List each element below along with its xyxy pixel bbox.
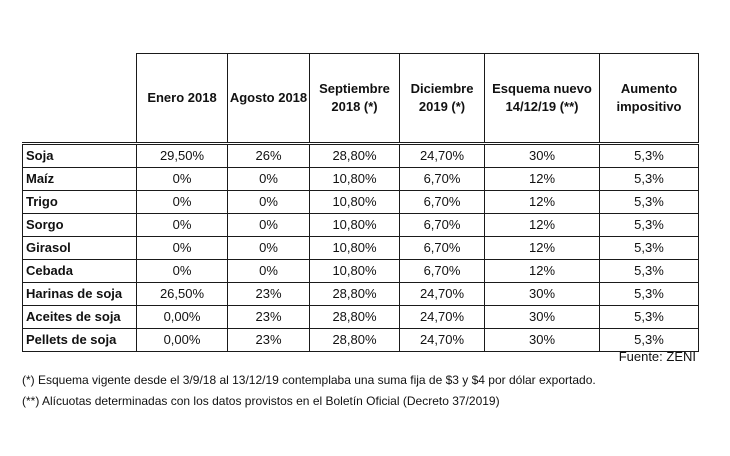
table-cell: 23% — [228, 306, 310, 329]
table-cell: 5,3% — [600, 214, 699, 237]
table-cell: 30% — [485, 283, 600, 306]
tax-table — [22, 53, 699, 352]
table-cell: 28,80% — [310, 329, 400, 352]
table-cell: 5,3% — [600, 237, 699, 260]
table-cell: 10,80% — [310, 237, 400, 260]
table-row — [23, 283, 699, 306]
table-cell: 0% — [137, 237, 228, 260]
footnote: (**) Alícuotas determinadas con los datos provistos en el Boletín Oficial (Decreto 37/2019) — [22, 394, 500, 408]
table-cell: 6,70% — [400, 214, 485, 237]
table-cell: 0% — [228, 237, 310, 260]
table-cell: 23% — [228, 329, 310, 352]
row-label: Sorgo — [23, 214, 137, 237]
table-cell: 5,3% — [600, 283, 699, 306]
row-label: Maíz — [23, 168, 137, 191]
row-label: Pellets de soja — [23, 329, 137, 352]
row-label: Trigo — [23, 191, 137, 214]
table-cell: 10,80% — [310, 191, 400, 214]
table-cell: 26,50% — [137, 283, 228, 306]
table-cell: 23% — [228, 283, 310, 306]
table-cell: 24,70% — [400, 329, 485, 352]
column-header: Aumento impositivo — [600, 54, 699, 144]
table-row — [23, 168, 699, 191]
table-cell: 28,80% — [310, 144, 400, 168]
column-header: Diciembre 2019 (*) — [400, 54, 485, 144]
table-cell: 29,50% — [137, 144, 228, 168]
header-corner-cell — [23, 54, 137, 144]
table-cell: 10,80% — [310, 168, 400, 191]
row-label: Girasol — [23, 237, 137, 260]
footnote: (*) Esquema vigente desde el 3/9/18 al 13/12/19 contemplaba una suma fija de $3 y $4 por dólar exportado. — [22, 373, 596, 387]
table-row — [23, 260, 699, 283]
table-cell: 30% — [485, 306, 600, 329]
table-cell: 12% — [485, 214, 600, 237]
table-cell: 5,3% — [600, 329, 699, 352]
table-cell: 5,3% — [600, 191, 699, 214]
table-cell: 0% — [228, 191, 310, 214]
table-cell: 30% — [485, 144, 600, 168]
table-cell: 24,70% — [400, 306, 485, 329]
table-cell: 6,70% — [400, 191, 485, 214]
column-header: Agosto 2018 — [228, 54, 310, 144]
table-cell: 0% — [137, 214, 228, 237]
table-row — [23, 329, 699, 352]
table-cell: 28,80% — [310, 306, 400, 329]
row-label: Aceites de soja — [23, 306, 137, 329]
table-cell: 5,3% — [600, 306, 699, 329]
table-cell: 12% — [485, 260, 600, 283]
table-cell: 5,3% — [600, 260, 699, 283]
row-label: Harinas de soja — [23, 283, 137, 306]
table-row — [23, 237, 699, 260]
table-row — [23, 191, 699, 214]
table-cell: 0,00% — [137, 329, 228, 352]
table-cell: 12% — [485, 191, 600, 214]
table-cell: 6,70% — [400, 260, 485, 283]
table-row — [23, 214, 699, 237]
table-cell: 24,70% — [400, 283, 485, 306]
table-cell: 0% — [137, 168, 228, 191]
header-row — [23, 54, 699, 144]
table-cell: 12% — [485, 168, 600, 191]
table-cell: 0,00% — [137, 306, 228, 329]
table-row — [23, 306, 699, 329]
table-cell: 0% — [228, 214, 310, 237]
table-cell: 6,70% — [400, 168, 485, 191]
table-cell: 12% — [485, 237, 600, 260]
table-cell: 28,80% — [310, 283, 400, 306]
table-cell: 24,70% — [400, 144, 485, 168]
row-label: Cebada — [23, 260, 137, 283]
source-credit: Fuente: ZENI — [618, 349, 696, 364]
column-header: Enero 2018 — [137, 54, 228, 144]
table-cell: 0% — [228, 168, 310, 191]
column-header: Esquema nuevo 14/12/19 (**) — [485, 54, 600, 144]
table-cell: 0% — [137, 191, 228, 214]
table-cell: 6,70% — [400, 237, 485, 260]
table-row — [23, 144, 699, 168]
table-cell: 30% — [485, 329, 600, 352]
table-cell: 0% — [228, 260, 310, 283]
table-cell: 10,80% — [310, 260, 400, 283]
column-header: Septiembre 2018 (*) — [310, 54, 400, 144]
table-cell: 10,80% — [310, 214, 400, 237]
table-cell: 26% — [228, 144, 310, 168]
row-label: Soja — [23, 144, 137, 168]
table-cell: 5,3% — [600, 168, 699, 191]
table-cell: 5,3% — [600, 144, 699, 168]
table-cell: 0% — [137, 260, 228, 283]
